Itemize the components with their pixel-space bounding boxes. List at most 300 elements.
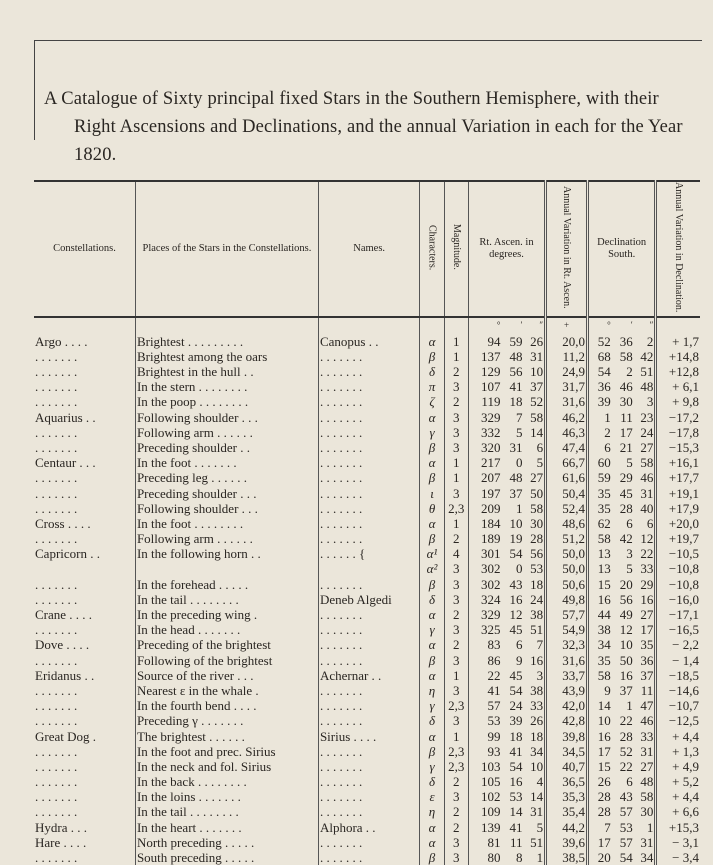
magnitude-cell: 2,3 (444, 759, 468, 774)
ra-seconds-cell: 3 (536, 667, 544, 683)
magnitude-cell: 1 (444, 349, 468, 364)
character-cell: β (420, 440, 444, 455)
place-cell: North preceding . . . . . (135, 835, 318, 850)
ra-degrees-cell: 107 (468, 379, 501, 394)
ra-variation-cell: 46,3 (546, 425, 588, 440)
character-cell: δ (420, 592, 444, 607)
table-row (34, 577, 700, 592)
ra-variation-cell: 57,7 (546, 607, 588, 622)
constellation-cell: Argo . . . . (35, 333, 88, 349)
star-name-cell: . . . . . . . (318, 349, 419, 364)
table-row (34, 728, 700, 743)
star-name-cell: . . . . . . . (318, 850, 419, 865)
place-cell (135, 561, 318, 576)
constellation-cell: . . . . . . . (35, 379, 78, 395)
magnitude-cell: 1 (444, 728, 468, 743)
character-cell: β (420, 850, 444, 865)
table-row (34, 774, 700, 789)
decl-degrees-cell: 52 (587, 334, 611, 349)
ra-seconds-cell: 53 (530, 561, 544, 577)
constellation-cell: . . . . . . . (35, 682, 78, 698)
star-name-cell: . . . . . . . (318, 394, 419, 409)
constellation-cell: . . . . . . . (35, 758, 78, 774)
magnitude-cell: 2 (444, 607, 468, 622)
decl-variation-cell: −16,0 (656, 592, 700, 607)
character-cell: β (420, 470, 444, 485)
ra-variation-cell: 42,0 (546, 698, 588, 713)
ra-degrees-cell: 53 (468, 713, 501, 728)
table-row (34, 440, 700, 455)
decl-degrees-cell: 13 (587, 546, 611, 561)
decl-variation-cell: +17,9 (656, 501, 700, 516)
decl-variation-cell: −16,5 (656, 622, 700, 637)
ra-degrees-cell: 189 (468, 531, 501, 546)
decl-variation-cell: −18,5 (656, 668, 700, 683)
place-cell: Preceding shoulder . . . (135, 485, 318, 500)
decl-minutes-cell: 45 (619, 485, 633, 501)
decl-degrees-cell: 1 (587, 409, 611, 424)
magnitude-cell: 3 (444, 592, 468, 607)
ra-minutes-cell: 41 (509, 379, 523, 395)
star-name-cell: Sirius . . . . (318, 728, 419, 743)
header-places: Places of the Stars in the Constellations. (135, 181, 318, 317)
unit-minutes-decl: ′ (630, 320, 633, 331)
table-row (34, 501, 700, 516)
ra-minutes-cell: 54 (509, 758, 523, 774)
decl-degrees-cell: 13 (587, 561, 611, 576)
decl-seconds-cell: 29 (640, 576, 654, 592)
ra-variation-cell: 50,4 (546, 485, 588, 500)
ra-minutes-cell: 45 (509, 622, 523, 638)
decl-variation-cell: − 1,4 (656, 652, 700, 667)
ra-variation-cell: 42,8 (546, 713, 588, 728)
ra-degrees-cell: 129 (468, 364, 501, 379)
page-title (44, 85, 694, 169)
place-cell: In the head . . . . . . . (135, 622, 318, 637)
ra-minutes-cell: 0 (516, 455, 523, 471)
magnitude-cell: 3 (444, 440, 468, 455)
decl-seconds-cell: 30 (640, 804, 654, 820)
ra-minutes-cell: 6 (516, 637, 523, 653)
constellation-cell: . . . . . . . (35, 698, 78, 714)
ra-minutes-cell: 16 (509, 591, 523, 607)
decl-variation-cell: − 3,4 (656, 850, 700, 865)
ra-variation-cell: 48,6 (546, 516, 588, 531)
constellation-cell: . . . . . . . (35, 470, 78, 486)
ra-minutes-cell: 48 (509, 348, 523, 364)
magnitude-cell: 3 (444, 789, 468, 804)
decl-minutes-cell: 28 (619, 500, 633, 516)
ra-degrees-cell: 139 (468, 820, 501, 835)
ra-minutes-cell: 18 (509, 728, 523, 744)
decl-variation-cell: −10,8 (656, 577, 700, 592)
magnitude-cell: 1 (444, 516, 468, 531)
decl-seconds-cell: 24 (640, 424, 654, 440)
place-cell: In the preceding wing . (135, 607, 318, 622)
decl-seconds-cell: 22 (640, 546, 654, 562)
decl-variation-cell: +15,3 (656, 820, 700, 835)
decl-degrees-cell: 17 (587, 835, 611, 850)
decl-seconds-cell: 34 (640, 850, 654, 865)
star-name-cell: . . . . . . . (318, 789, 419, 804)
ra-seconds-cell: 50 (530, 485, 544, 501)
constellation-cell: Centaur . . . (35, 455, 96, 471)
ra-minutes-cell: 5 (516, 424, 523, 440)
ra-minutes-cell: 41 (509, 819, 523, 835)
ra-degrees-cell: 22 (468, 668, 501, 683)
decl-degrees-cell: 35 (587, 485, 611, 500)
table-row (34, 759, 700, 774)
decl-degrees-cell: 10 (587, 713, 611, 728)
ra-minutes-cell: 54 (509, 546, 523, 562)
decl-variation-cell: +12,8 (656, 364, 700, 379)
magnitude-cell: 3 (444, 622, 468, 637)
constellation-cell: . . . . . . . (35, 576, 78, 592)
place-cell: Brightest . . . . . . . . . (135, 334, 318, 349)
ra-minutes-cell: 8 (516, 850, 523, 865)
decl-seconds-cell: 58 (640, 455, 654, 471)
ra-variation-cell: 31,6 (546, 394, 588, 409)
decl-variation-cell: −10,8 (656, 561, 700, 576)
decl-minutes-cell: 57 (619, 834, 633, 850)
ra-minutes-cell: 59 (509, 333, 523, 349)
character-cell: α¹ (420, 546, 444, 561)
character-cell: α (420, 820, 444, 835)
table-row (34, 607, 700, 622)
table-row (34, 637, 700, 652)
ra-minutes-cell: 54 (509, 682, 523, 698)
decl-degrees-cell: 34 (587, 637, 611, 652)
decl-degrees-cell: 39 (587, 394, 611, 409)
ra-degrees-cell: 109 (468, 804, 501, 819)
ra-minutes-cell: 48 (509, 470, 523, 486)
place-cell: Preceding γ . . . . . . . (135, 713, 318, 728)
ra-degrees-cell: 119 (468, 394, 501, 409)
decl-seconds-cell: 31 (640, 485, 654, 501)
decl-variation-cell: +14,8 (656, 349, 700, 364)
decl-minutes-cell: 11 (620, 409, 633, 425)
star-name-cell: . . . . . . . (318, 364, 419, 379)
ra-seconds-cell: 58 (530, 409, 544, 425)
ra-variation-cell: 35,3 (546, 789, 588, 804)
ra-seconds-cell: 26 (530, 333, 544, 349)
decl-seconds-cell: 2 (646, 333, 654, 349)
decl-seconds-cell: 33 (640, 561, 654, 577)
magnitude-cell: 1 (444, 334, 468, 349)
ra-minutes-cell: 16 (509, 774, 523, 790)
decl-degrees-cell: 26 (587, 774, 611, 789)
ra-minutes-cell: 43 (509, 576, 523, 592)
ra-degrees-cell: 324 (468, 592, 501, 607)
star-name-cell: . . . . . . . (318, 470, 419, 485)
decl-variation-cell: +20,0 (656, 516, 700, 531)
decl-minutes-cell: 29 (619, 470, 633, 486)
header-ra-variation: Annual Variation in Rt. Ascen. (561, 185, 572, 309)
place-cell: In the fourth bend . . . . (135, 698, 318, 713)
place-cell: In the loins . . . . . . . (135, 789, 318, 804)
decl-minutes-cell: 2 (626, 364, 633, 379)
character-cell: α (420, 455, 444, 470)
star-name-cell: . . . . . . . (318, 652, 419, 667)
place-cell: Preceding leg . . . . . . (135, 470, 318, 485)
magnitude-cell: 2,3 (444, 698, 468, 713)
place-cell: South preceding . . . . . (135, 850, 318, 865)
decl-minutes-cell: 56 (619, 591, 633, 607)
ra-variation-cell: 47,4 (546, 440, 588, 455)
constellation-cell: . . . . . . . (35, 774, 78, 790)
character-cell: ζ (420, 394, 444, 409)
table-row (34, 409, 700, 424)
table-row (34, 485, 700, 500)
decl-degrees-cell: 58 (587, 531, 611, 546)
ra-degrees-cell: 103 (468, 759, 501, 774)
place-cell: Brightest among the oars (135, 349, 318, 364)
star-name-cell: . . . . . . . (318, 379, 419, 394)
decl-seconds-cell: 51 (640, 364, 654, 379)
constellation-cell: . . . . . . . (35, 713, 78, 729)
decl-minutes-cell: 22 (619, 713, 633, 729)
decl-variation-cell: −12,5 (656, 713, 700, 728)
star-name-cell: . . . . . . . (318, 409, 419, 424)
ra-variation-cell: 20,0 (546, 334, 588, 349)
ra-degrees-cell: 320 (468, 440, 501, 455)
ra-minutes-cell: 12 (509, 607, 523, 622)
header-decl-variation: Annual Variation in Declination. (673, 182, 685, 313)
place-cell: Following shoulder . . . (135, 409, 318, 424)
ra-degrees-cell: 137 (468, 349, 501, 364)
ra-variation-cell: 11,2 (546, 349, 588, 364)
character-cell: γ (420, 425, 444, 440)
ra-degrees-cell: 57 (468, 698, 501, 713)
ra-seconds-cell: 24 (530, 591, 544, 607)
ra-variation-cell: 46,2 (546, 409, 588, 424)
table-row (34, 546, 700, 561)
place-cell: In the tail . . . . . . . . (135, 592, 318, 607)
decl-seconds-cell: 36 (640, 652, 654, 668)
table-row (34, 652, 700, 667)
magnitude-cell: 2 (444, 804, 468, 819)
ra-degrees-cell: 94 (468, 334, 501, 349)
star-name-cell: . . . . . . . (318, 713, 419, 728)
ra-seconds-cell: 10 (530, 758, 544, 774)
page-frame-left (34, 40, 35, 140)
character-cell: α (420, 516, 444, 531)
decl-seconds-cell: 6 (646, 515, 654, 531)
decl-variation-cell: + 4,4 (656, 728, 700, 743)
ra-degrees-cell: 329 (468, 607, 501, 622)
decl-variation-cell: + 4,4 (656, 789, 700, 804)
magnitude-cell: 3 (444, 850, 468, 865)
star-name-cell: . . . . . . { (318, 546, 419, 561)
magnitude-cell: 3 (444, 713, 468, 728)
decl-degrees-cell: 35 (587, 501, 611, 516)
ra-seconds-cell: 38 (530, 607, 544, 622)
constellation-cell: Great Dog . (35, 728, 97, 744)
star-name-cell: . . . . . . . (318, 516, 419, 531)
character-cell: γ (420, 698, 444, 713)
ra-degrees-cell: 302 (468, 561, 501, 576)
ra-seconds-cell: 37 (530, 379, 544, 395)
table-row (34, 455, 700, 470)
decl-seconds-cell: 47 (640, 698, 654, 714)
character-cell: ε (420, 789, 444, 804)
decl-degrees-cell: 15 (587, 759, 611, 774)
unit-minutes: ′ (520, 320, 523, 331)
ra-variation-cell: 34,5 (546, 744, 588, 759)
ra-variation-cell: 24,9 (546, 364, 588, 379)
ra-seconds-cell: 10 (530, 364, 544, 379)
decl-minutes-cell: 20 (619, 576, 633, 592)
character-cell: β (420, 744, 444, 759)
decl-minutes-cell: 30 (619, 394, 633, 410)
constellation-cell: . . . . . . . (35, 622, 78, 638)
character-cell: α² (420, 561, 444, 576)
star-name-cell: . . . . . . . (318, 531, 419, 546)
character-cell: η (420, 804, 444, 819)
character-cell: δ (420, 364, 444, 379)
ra-minutes-cell: 1 (516, 500, 523, 516)
table-row (34, 698, 700, 713)
star-name-cell: . . . . . . . (318, 577, 419, 592)
ra-variation-cell: 36,5 (546, 774, 588, 789)
decl-minutes-cell: 28 (619, 728, 633, 744)
ra-seconds-cell: 4 (536, 774, 544, 790)
ra-minutes-cell: 53 (509, 789, 523, 805)
decl-variation-cell: +19,1 (656, 485, 700, 500)
star-catalogue-table (34, 180, 700, 865)
table-row (34, 820, 700, 835)
character-cell: γ (420, 759, 444, 774)
decl-variation-cell: −14,6 (656, 683, 700, 698)
decl-minutes-cell: 57 (619, 804, 633, 820)
star-name-cell: . . . . . . . (318, 501, 419, 516)
constellation-cell: . . . . . . . (35, 500, 78, 516)
table-row (34, 470, 700, 485)
character-cell: η (420, 683, 444, 698)
table-row (34, 668, 700, 683)
constellation-cell: Hydra . . . (35, 819, 87, 835)
decl-minutes-cell: 42 (619, 531, 633, 547)
constellation-cell: . . . . . . . (35, 850, 78, 865)
magnitude-cell: 1 (444, 668, 468, 683)
ra-seconds-cell: 1 (536, 850, 544, 865)
constellation-cell: . . . . . . . (35, 439, 78, 455)
magnitude-cell: 3 (444, 683, 468, 698)
ra-variation-cell: 43,9 (546, 683, 588, 698)
place-cell: Nearest ε in the whale . (135, 683, 318, 698)
decl-seconds-cell: 35 (640, 637, 654, 653)
ra-variation-cell: 38,5 (546, 850, 588, 865)
decl-degrees-cell: 62 (587, 516, 611, 531)
ra-seconds-cell: 27 (530, 470, 544, 486)
star-name-cell (318, 561, 419, 576)
decl-degrees-cell: 60 (587, 455, 611, 470)
star-name-cell: . . . . . . . (318, 455, 419, 470)
table-row (34, 592, 700, 607)
star-name-cell: Deneb Algedi (318, 592, 419, 607)
ra-seconds-cell: 30 (530, 515, 544, 531)
decl-variation-cell: + 6,1 (656, 379, 700, 394)
header-declination: Declination South. (587, 181, 655, 317)
decl-degrees-cell: 16 (587, 728, 611, 743)
header-magnitude: Magnitude. (450, 224, 462, 271)
star-name-cell: . . . . . . . (318, 683, 419, 698)
ra-minutes-cell: 56 (509, 364, 523, 379)
constellation-cell: . . . . . . . (35, 804, 78, 820)
decl-seconds-cell: 42 (640, 348, 654, 364)
table-row (34, 622, 700, 637)
decl-seconds-cell: 31 (640, 743, 654, 759)
decl-minutes-cell: 46 (619, 379, 633, 395)
star-name-cell: . . . . . . . (318, 835, 419, 850)
character-cell: α (420, 409, 444, 424)
ra-variation-cell: 35,4 (546, 804, 588, 819)
star-name-cell: . . . . . . . (318, 804, 419, 819)
ra-degrees-cell: 99 (468, 728, 501, 743)
character-cell: α (420, 668, 444, 683)
ra-degrees-cell: 41 (468, 683, 501, 698)
place-cell: Following arm . . . . . . (135, 425, 318, 440)
ra-seconds-cell: 5 (536, 455, 544, 471)
place-cell: Following shoulder . . . (135, 501, 318, 516)
place-cell: In the heart . . . . . . . (135, 820, 318, 835)
magnitude-cell: 2 (444, 364, 468, 379)
character-cell: α (420, 334, 444, 349)
table-row (34, 683, 700, 698)
decl-seconds-cell: 31 (640, 834, 654, 850)
star-name-cell: . . . . . . . (318, 759, 419, 774)
table-row (34, 394, 700, 409)
decl-degrees-cell: 58 (587, 668, 611, 683)
constellation-cell: Crane . . . . (35, 607, 93, 622)
decl-seconds-cell: 1 (646, 819, 654, 835)
constellation-cell: . . . . . . . (35, 364, 78, 379)
ra-seconds-cell: 52 (530, 394, 544, 410)
ra-degrees-cell: 81 (468, 835, 501, 850)
decl-minutes-cell: 58 (619, 348, 633, 364)
decl-seconds-cell: 58 (640, 789, 654, 805)
constellation-cell: . . . . . . . (35, 348, 78, 364)
constellation-cell: Eridanus . . (35, 667, 95, 683)
decl-seconds-cell: 40 (640, 500, 654, 516)
decl-variation-cell: − 3,1 (656, 835, 700, 850)
magnitude-cell: 2,3 (444, 501, 468, 516)
decl-degrees-cell: 44 (587, 607, 611, 622)
ra-degrees-cell: 332 (468, 425, 501, 440)
ra-seconds-cell: 18 (530, 576, 544, 592)
table-row (34, 425, 700, 440)
constellation-cell: Aquarius . . (35, 409, 96, 425)
table-row (34, 713, 700, 728)
magnitude-cell: 2 (444, 394, 468, 409)
magnitude-cell: 2 (444, 774, 468, 789)
decl-variation-cell: +17,7 (656, 470, 700, 485)
place-cell: In the tail . . . . . . . . (135, 804, 318, 819)
decl-minutes-cell: 50 (619, 652, 633, 668)
decl-seconds-cell: 33 (640, 728, 654, 744)
decl-minutes-cell: 49 (619, 607, 633, 622)
decl-minutes-cell: 43 (619, 789, 633, 805)
ra-degrees-cell: 329 (468, 409, 501, 424)
ra-variation-cell: 61,6 (546, 470, 588, 485)
ra-degrees-cell: 184 (468, 516, 501, 531)
star-name-cell: Achernar . . (318, 668, 419, 683)
magnitude-cell: 3 (444, 379, 468, 394)
constellation-cell: Capricorn . . (35, 546, 100, 562)
character-cell: β (420, 652, 444, 667)
ra-seconds-cell: 5 (536, 819, 544, 835)
constellation-cell: Hare . . . . (35, 834, 87, 850)
